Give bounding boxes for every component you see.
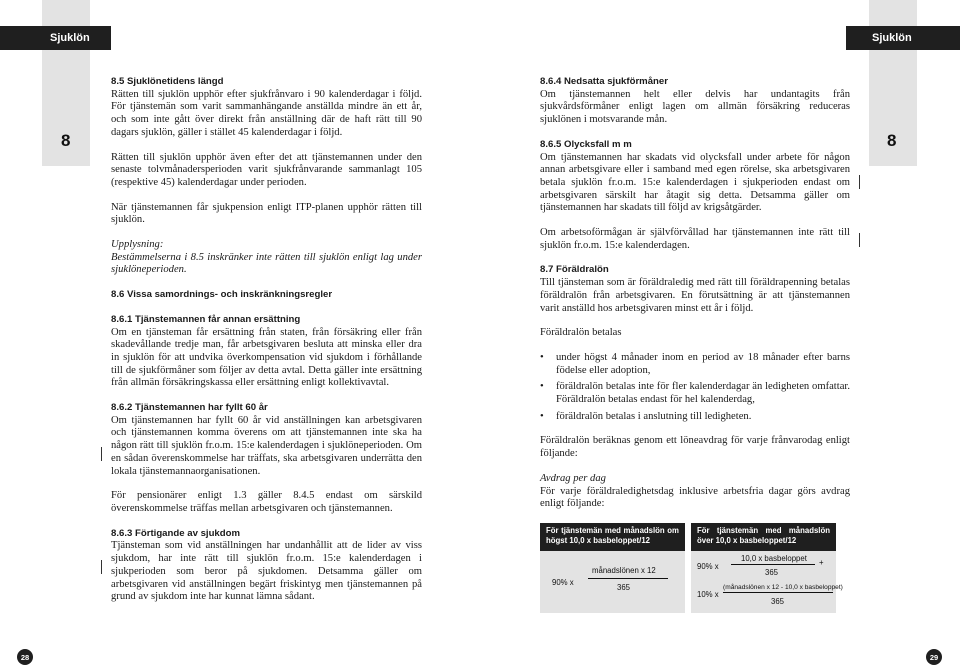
formula-numerator: (månadslönen x 12 - 10,0 x basbeloppet): [723, 583, 843, 591]
section-8-6-5-paragraph-2: Om arbetsoförmågan är självförvållad har tjänstemannen inte rätt till sjuklön fr.o.m. 15:e kalenderdagen.: [540, 227, 850, 251]
calculation-text: Föräldralön beräknas genom ett löneavdrag för varje frånvarodag enligt följande:: [540, 435, 850, 460]
section-8-5-paragraph-3: När tjänstemannen får sjukpension enligt ITP-planen upphör rätten till sjuklön.: [111, 201, 422, 226]
section-8-7-text: Till tjänsteman som är föräldraledig med rätt till föräldrapenning betalas föräldralön från arbetsgivaren. En förutsättning är att tjänstemannen varit anställd hos arbetsgivaren minst ett år i följd.: [540, 277, 850, 314]
formula-factor: 10% x: [697, 589, 719, 599]
deduction-text: För varje föräldraledighetsdag inklusive arbetsfria dagar görs avdrag enligt följande:: [540, 485, 850, 510]
formula-factor: 90% x: [552, 577, 574, 587]
chapter-number-right: 8: [887, 131, 897, 150]
section-8-5-heading: 8.5 Sjuklönetidens längd: [111, 76, 224, 87]
formula-numerator: 10,0 x basbeloppet: [741, 553, 807, 563]
section-8-6-3-text: Tjänsteman som vid anställningen har undanhållit att de lider av viss sjukdom, har inte rätt till sjuklön fr.o.m. 15:e kalenderdagen i sjukperioden som beror på sjukdomen. Detsamma gäller om arbetsgivaren vid anställningen begärt friskintyg men tjänstemannen på grund av sjukdom inte har kunnat lämna sådant.: [111, 540, 422, 603]
formula-box-low-salary-title: För tjänstemän med månadslön om högst 10,0 x basbeloppet/12: [540, 523, 685, 551]
formula-plus: +: [819, 557, 824, 567]
fraction-line: [588, 578, 668, 579]
list-item: • föräldralön betalas i anslutning till ledigheten.: [540, 411, 850, 424]
right-page-column: [540, 76, 850, 613]
left-page-column: [111, 76, 422, 616]
section-8-6-2-heading: 8.6.2 Tjänstemannen har fyllt 60 år: [111, 402, 268, 414]
section-8-6-heading: 8.6 Vissa samordnings- och inskränkningsregler: [111, 289, 333, 301]
section-8-5-paragraph-2: Rätten till sjuklön upphör även efter det att tjänstemannen under den senaste tolvmånadersperioden varit sjukfrånvarande sammanlagt 105 (respektive 45) kalenderdagar under perioden.: [111, 151, 422, 188]
section-8-6-5-text: Om tjänstemannen har skadats vid olycksfall under arbete för någon annan arbetsgivare eller i samband med egen rörelse, ska arbetsgivaren betala sjuklön fr.o.m. 15:e kalenderdagen i sjukperioden endast om arbetsgivaren särskilt har åtagit sig detta. Detsamma gäller om tjänstemannen har skadats till följd av krigsåtgärder.: [540, 151, 850, 214]
running-header-left: Sjuklön: [0, 26, 111, 50]
formula-denominator: 365: [771, 596, 785, 606]
formula-factor: 90% x: [697, 561, 719, 571]
page-number-right: 29: [926, 649, 942, 665]
section-8-6-1-heading: 8.6.1 Tjänstemannen får annan ersättning: [111, 313, 301, 325]
section-8-6-2-text: Om tjänstemannen har fyllt 60 år vid anställningen kan arbetsgivaren och tjänstemannen komma överens om att tjänstemannen inte ska ha någon rätt till sjuklön fr.o.m. 15:e kalenderdagen i sjuklöneperioden. Om en sådan överenskommelse har träffats, ska arbetsgivaren underrätta den lokala tjänstemannaorganisationen.: [111, 414, 422, 477]
section-8-7-heading: 8.7 Föräldralön: [540, 264, 609, 276]
parental-pay-label: Föräldralön betalas: [540, 327, 622, 339]
section-8-6-4-text: Om tjänstemannen helt eller delvis har undantagits från sjukvårdsförmåner enligt lagen om allmän försäkring reduceras sjuklönen i motsvarande mån.: [540, 88, 850, 126]
fraction-line: [731, 564, 815, 565]
running-header-right: Sjuklön: [846, 26, 960, 50]
page-number-left: 28: [17, 649, 33, 665]
formula-numerator: månadslönen x 12: [592, 565, 656, 575]
parental-pay-conditions-list: [540, 352, 850, 424]
section-8-6-2-paragraph-2: För pensionärer enligt 1.3 gäller 8.4.5 endast om särskild överenskommelse träffas mellan arbetsgivaren och tjänstemannen.: [111, 490, 422, 514]
section-8-6-5-heading: 8.6.5 Olycksfall m m: [540, 138, 632, 150]
formula-denominator: 365: [765, 567, 779, 577]
revision-bar: [101, 560, 102, 574]
revision-bar: [859, 175, 860, 189]
info-label: Upplysning:: [111, 239, 164, 251]
chapter-number-left: 8: [61, 131, 71, 150]
info-text: Bestämmelserna i 8.5 inskränker inte rätten till sjuklön enligt lag under sjuklöneperioden.: [111, 251, 422, 276]
section-8-5-paragraph-1: Rätten till sjuklön upphör efter sjukfrånvaro i 90 kalenderdagar i följd. För tjänstemän som varit sammanhängande anställda mindre än ett år, och som inte gått över direkt från anställning där de haft rätt till 90 dagars sjuklön, gäller i stället 45 kalenderdagar i följd.: [111, 88, 422, 138]
section-8-6-3-heading: 8.6.3 Förtigande av sjukdom: [111, 527, 241, 539]
revision-bar: [101, 447, 102, 461]
formula-denominator: 365: [617, 582, 631, 592]
formula-box-high-salary-title: För tjänstemän med månadslön över 10,0 x basbeloppet/12: [691, 523, 836, 551]
list-item: • under högst 4 månader inom en period av 18 månader efter barns födelse eller adoption,: [540, 352, 850, 377]
fraction-line: [723, 592, 833, 593]
deduction-label: Avdrag per dag: [540, 472, 606, 484]
formula-boxes: [540, 523, 850, 613]
list-item: • föräldralön betalas inte för fler kalenderdagar än ledigheten omfattar. Föräldralön betalas endast för hel kalenderdag,: [540, 381, 850, 406]
section-8-6-4-heading: 8.6.4 Nedsatta sjukförmåner: [540, 76, 668, 87]
section-8-6-1-text: Om en tjänsteman får ersättning från staten, från försäkring eller från skadevållande tredje man, får arbetsgivaren besluta att minska eller dra in sjuklön för att undvika överkompensation vid sjukdom i förhållande till de sjukförmåner som följer av detta avtal. Detta gäller inte ersättning från allmän försäkringskassa eller ersättning enligt kollektivavtal.: [111, 326, 422, 389]
formula-box-low-salary: [540, 523, 685, 613]
formula-box-high-salary: [691, 523, 843, 613]
revision-bar: [859, 233, 860, 247]
